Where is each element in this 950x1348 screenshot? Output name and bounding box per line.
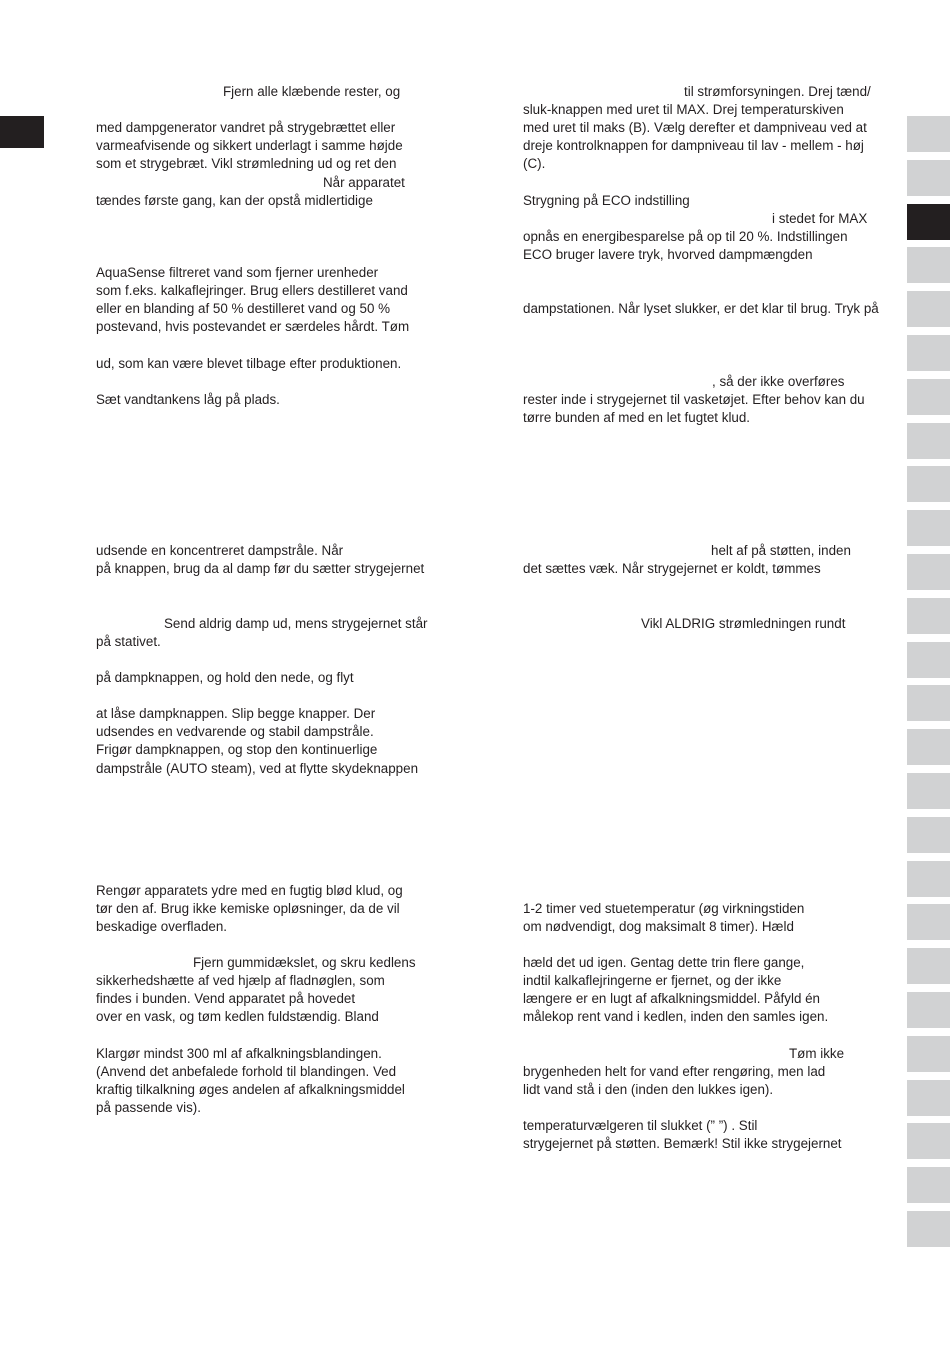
text-line: at låse dampknappen. Slip begge knapper. Der [96, 706, 376, 721]
text-line: Sæt vandtankens låg på plads. [96, 392, 280, 407]
text-line: på stativet. [96, 634, 161, 649]
text-line: indtil kalkaflejringerne er fjernet, og der ikke [523, 973, 782, 988]
text-line: til strømforsyningen. Drej tænd/ [684, 84, 871, 99]
text-line: om nødvendigt, dog maksimalt 8 timer). Hæld [523, 919, 794, 934]
text-line: Rengør apparatets ydre med en fugtig blød klud, og [96, 883, 403, 898]
language-tab [907, 160, 950, 196]
text-line: Vikl ALDRIG strømledningen rundt [641, 616, 846, 631]
text-line: dampstråle (AUTO steam), ved at flytte skydeknappen [96, 761, 419, 776]
text-line: det sættes væk. Når strygejernet er koldt, tømmes [523, 561, 821, 576]
text-line: med uret til maks (B). Vælg derefter et dampniveau ved at [523, 120, 867, 135]
text-line: findes i bunden. Vend apparatet på hovedet [96, 991, 356, 1006]
language-tab [907, 1211, 950, 1247]
text-line: udsende en koncentreret dampstråle. Når [96, 543, 344, 558]
language-tab [907, 817, 950, 853]
text-line: beskadige overfladen. [96, 919, 228, 934]
text-line: med dampgenerator vandret på strygebrættet eller [96, 120, 396, 135]
language-tab [907, 948, 950, 984]
text-line: tændes første gang, kan der opstå midlertidige [96, 193, 373, 208]
language-tab [907, 510, 950, 546]
text-line: opnås en energibesparelse på op til 20 %. Indstillingen [523, 229, 848, 244]
language-tab [907, 904, 950, 940]
text-line: længere er en lugt af afkalkningsmiddel. Påfyld én [523, 991, 821, 1006]
text-line: Når apparatet [323, 175, 405, 190]
text-line: varmeafvisende og sikkert underlagt i samme højde [96, 138, 403, 153]
language-tab [907, 554, 950, 590]
language-tab-active [907, 204, 950, 240]
left-section-marker [0, 116, 44, 148]
text-line: ud, som kan være blevet tilbage efter produktionen. [96, 356, 402, 371]
language-tab [907, 335, 950, 371]
language-tab [907, 642, 950, 678]
text-line: lidt vand stå i den (inden den lukkes igen). [523, 1082, 774, 1097]
language-tab [907, 116, 950, 152]
text-line: Send aldrig damp ud, mens strygejernet står [164, 616, 428, 631]
text-line: som f.eks. kalkaflejringer. Brug ellers destilleret vand [96, 283, 408, 298]
text-line: på dampknappen, og hold den nede, og flyt [96, 670, 354, 685]
text-line: , så der ikke overføres [712, 374, 845, 389]
language-tab [907, 598, 950, 634]
language-tab [907, 685, 950, 721]
text-line: udsendes en vedvarende og stabil dampstråle. [96, 724, 374, 739]
language-tab [907, 1036, 950, 1072]
text-line: tørre bunden af med en let fugtet klud. [523, 410, 751, 425]
text-line: rester inde i strygejernet til vasketøjet. Efter behov kan du [523, 392, 865, 407]
language-tab [907, 1123, 950, 1159]
text-line: Fjern alle klæbende rester, og [223, 84, 401, 99]
text-line: (Anvend det anbefalede forhold til blandingen. Ved [96, 1064, 397, 1079]
language-tab [907, 247, 950, 283]
text-line: hæld det ud igen. Gentag dette trin flere gange, [523, 955, 805, 970]
text-line: Fjern gummidækslet, og skru kedlens [193, 955, 416, 970]
text-line: kraftig tilkalkning øges andelen af afkalkningsmiddel [96, 1082, 405, 1097]
text-line: (C). [523, 156, 546, 171]
text-line: Tøm ikke [789, 1046, 845, 1061]
text-line: eller en blanding af 50 % destilleret vand og 50 % [96, 301, 391, 316]
text-line: ECO bruger lavere tryk, hvorved dampmængden [523, 247, 813, 262]
language-tab [907, 773, 950, 809]
text-line: som et strygebræt. Vikl strømledning ud og ret den [96, 156, 397, 171]
text-line: sikkerhedshætte af ved hjælp af fladnøglen, som [96, 973, 385, 988]
language-tab [907, 992, 950, 1028]
text-line: Frigør dampknappen, og stop den kontinuerlige [96, 742, 378, 757]
text-line: brygenheden helt for vand efter rengøring, men lad [523, 1064, 826, 1079]
language-tab [907, 861, 950, 897]
text-line: AquaSense filtreret vand som fjerner urenheder [96, 265, 379, 280]
text-line: 1-2 timer ved stuetemperatur (øg virkningstiden [523, 901, 805, 916]
language-tab [907, 729, 950, 765]
text-line: dampstationen. Når lyset slukker, er det klar til brug. Tryk på [523, 301, 879, 316]
text-line: temperaturvælgeren til slukket (” ”) . Stil [523, 1118, 758, 1133]
text-line: over en vask, og tøm kedlen fuldstændig. Bland [96, 1009, 379, 1024]
language-tab [907, 291, 950, 327]
language-tab [907, 423, 950, 459]
text-line: tør den af. Brug ikke kemiske opløsninger, da de vil [96, 901, 400, 916]
text-line: sluk-knappen med uret til MAX. Drej temperaturskiven [523, 102, 844, 117]
language-tab [907, 1080, 950, 1116]
text-line: Klargør mindst 300 ml af afkalkningsblandingen. [96, 1046, 382, 1061]
text-line: på passende vis). [96, 1100, 201, 1115]
text-line: i stedet for MAX [772, 211, 868, 226]
text-line: på knappen, brug da al damp før du sætter strygejernet [96, 561, 425, 576]
text-line: helt af på støtten, inden [711, 543, 851, 558]
text-line: strygejernet på støtten. Bemærk! Stil ikke strygejernet [523, 1136, 842, 1151]
text-line: dreje kontrolknappen for dampniveau til lav - mellem - høj [523, 138, 864, 153]
language-tab [907, 1167, 950, 1203]
text-line: postevand, hvis postevandet er særdeles hårdt. Tøm [96, 319, 410, 334]
language-tab [907, 379, 950, 415]
language-tab [907, 466, 950, 502]
text-line: Strygning på ECO indstilling [523, 193, 690, 208]
text-line: målekop rent vand i kedlen, inden den samles igen. [523, 1009, 829, 1024]
